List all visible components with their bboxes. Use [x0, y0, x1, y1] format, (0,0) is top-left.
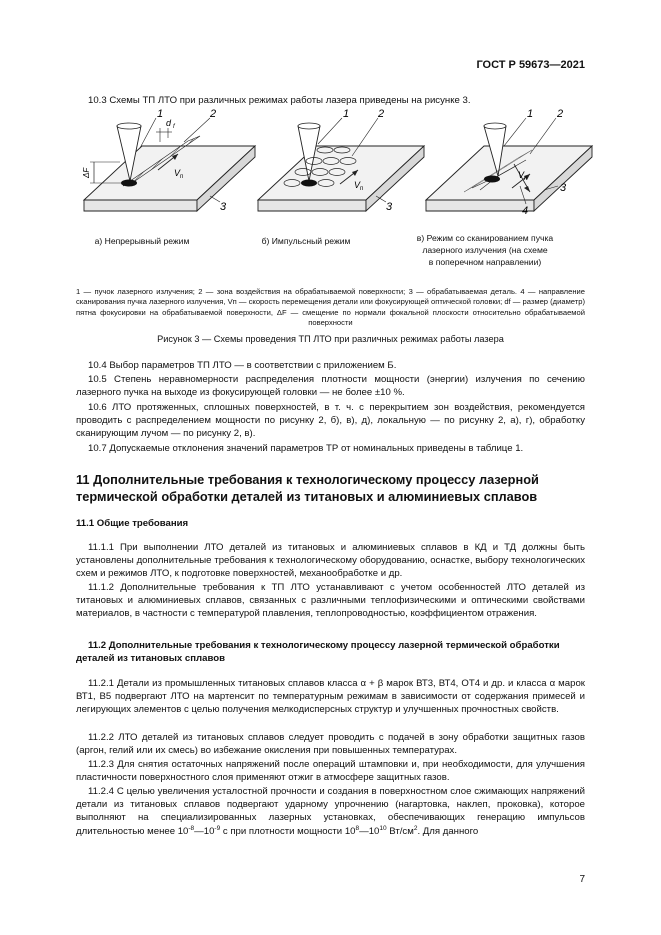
paragraph-10-4: 10.4 Выбор параметров ТП ЛТО — в соответствии с приложением Б.	[88, 360, 397, 371]
p-11-2-4-exp5: 2	[413, 824, 418, 832]
figure-legend: 1 — пучок лазерного излучения; 2 — зона воздействия на обрабатываемой поверхности; 3 — обрабатываемая деталь. 4 — направление сканирования пучка лазерного излучения, Vп — скорость перемещения детали или фокусирующей оптической головки; df — размер (диаметр) пятна фокусировки на обрабатываемой поверхности, ΔF — смещение по нормали фокальной плоскости относительно обрабатываемой поверхности	[76, 287, 585, 328]
label-delta-f: ΔF	[82, 167, 91, 178]
label-vn-sub: п	[180, 174, 184, 180]
p-11-2-4-mid2: с при плотности мощности 10	[220, 825, 356, 837]
label-1: 1	[157, 108, 164, 120]
scheme-b-pulsed	[258, 118, 424, 211]
caption-c	[400, 232, 570, 269]
paragraph-10-5: 10.5 Степень неравномерности распределения плотности мощности (энергии) излучения по сечению лазерного пучка на выходе из фокусирующей головки — не более ±10 %.	[76, 374, 585, 399]
label-df: d	[166, 118, 172, 128]
page-number: 7	[579, 874, 585, 885]
p-11-2-4-exp2: -9	[214, 824, 221, 832]
paragraph-11-2-3: 11.2.3 Для снятия остаточных напряжений после операций штамповки и, при необходимости, для улучшения пластичности поверхностного слоя применяют отжиг в атмосфере защитных газов.	[76, 759, 585, 784]
label-2: 2	[378, 108, 385, 120]
paragraph-11-1-2: 11.1.2 Дополнительные требования к ТП ЛТО устанавливают с учетом особенностей ЛТО деталей из титановых и алюминиевых сплавов, связанных с различными теплофизическими и оптическими свойствами материалов, в частности с температурой плавления, теплопроводностью, коэффициентом отражения.	[76, 582, 585, 620]
p-11-2-4-exp3: 8	[355, 824, 360, 832]
label-3: 3	[220, 201, 227, 213]
label-3: 3	[560, 182, 567, 194]
scheme-a-continuous	[84, 118, 255, 211]
document-header: ГОСТ Р 59673—2021	[476, 59, 585, 71]
label-vn: V	[174, 168, 181, 178]
label-2: 2	[557, 108, 564, 120]
caption-c-line-3: в поперечном направлении)	[428, 257, 542, 268]
section-11-heading: 11 Дополнительные требования к технологическому процессу лазерной термической обработки деталей из титановых и алюминиевых сплавов	[76, 472, 539, 504]
label-vn-sub: п	[360, 186, 364, 192]
caption-c-line-2: лазерного излучения (на схеме	[422, 245, 548, 256]
caption-c-line-1: в) Режим со сканированием пучка	[416, 233, 554, 243]
label-vn: V	[354, 180, 361, 190]
label-1: 1	[343, 108, 350, 120]
paragraph-11-1-1: 11.1.1 При выполнении ЛТО деталей из титановых и алюминиевых сплавов в КД и ТД должны быть установлены дополнительные требования к технологическому оборудованию, оснастке, выбору технологических схем и режимов ЛТО, к подготовке поверхностей, механообработке и др.	[76, 542, 585, 580]
paragraph-11-2-4	[76, 785, 585, 838]
label-vn-sub: п	[524, 176, 528, 182]
p-11-2-4-mid1: —10	[194, 825, 215, 837]
p-11-2-4-main: 11.2.4 С целью увеличения усталостной прочности и создания в поверхностном слое сжимающих напряжений детали из титановых сплавов подвергают ударному упрочнению (нагартовка, наклеп, проковка), которое выполняют на специализированных лазерных установках, обеспечивающих генерацию импульсов длительностью менее 10	[76, 786, 585, 837]
paragraph-10-3: 10.3 Схемы ТП ЛТО при различных режимах работы лазера приведены на рисунке 3.	[88, 95, 471, 106]
label-df-sub: f	[173, 124, 175, 130]
paragraph-10-7: 10.7 Допускаемые отклонения значений параметров ТР от номинальных приведены в таблице 1.	[88, 443, 524, 454]
paragraph-10-6: 10.6 ЛТО протяженных, сплошных поверхностей, в т. ч. с перекрытием зон воздействия, рекомендуется проводить с распределением мощности по рисунку 2, б), в), д), локальную — по рисунку 2, а), г), обработку сканирующим лучом — по рисунку 2, в).	[76, 402, 585, 440]
label-vn: V	[518, 170, 525, 180]
caption-a: а) Непрерывный режим	[94, 236, 190, 246]
paragraph-11-2-2: 11.2.2 ЛТО деталей из титановых сплавов следует проводить с подачей в зону обработки защитных газов (аргон, гелий или их смесь) во избежание окисления при повышенных температурах.	[76, 732, 585, 757]
p-11-2-4-exp4: 10	[379, 824, 387, 832]
label-3: 3	[386, 201, 393, 213]
paragraph-11-2-1: 11.2.1 Детали из промышленных титановых сплавов класса α + β марок ВТ3, ВТ4, ОТ4 и др. и класса α марок ВТ1, В5 подвергают ЛТО на мартенсит по температурным режимам в зависимости от содержания примесей и легирующих элементов с целью получения мелкодисперсных структур и улучшенных прочностных свойств.	[76, 678, 585, 716]
p-11-2-4-exp1: -8	[188, 824, 195, 832]
subsection-11-1-heading: 11.1 Общие требования	[76, 518, 189, 529]
figure-3-schemes	[60, 108, 600, 233]
subsection-11-2-heading: 11.2 Дополнительные требования к технологическому процессу лазерной термической обработки деталей из титановых сплавов	[76, 640, 560, 665]
p-11-2-4-tail: . Для данного	[417, 825, 479, 837]
p-11-2-4-mid4: Вт/см	[386, 825, 414, 837]
p-11-2-4-mid3: —10	[359, 825, 380, 837]
label-4: 4	[522, 205, 529, 217]
scheme-c-scanning	[426, 118, 592, 211]
caption-b: б) Импульсный режим	[261, 236, 351, 246]
label-1: 1	[527, 108, 534, 120]
figure-title: Рисунок 3 — Схемы проведения ТП ЛТО при различных режимах работы лазера	[157, 334, 504, 344]
label-2: 2	[210, 108, 217, 120]
